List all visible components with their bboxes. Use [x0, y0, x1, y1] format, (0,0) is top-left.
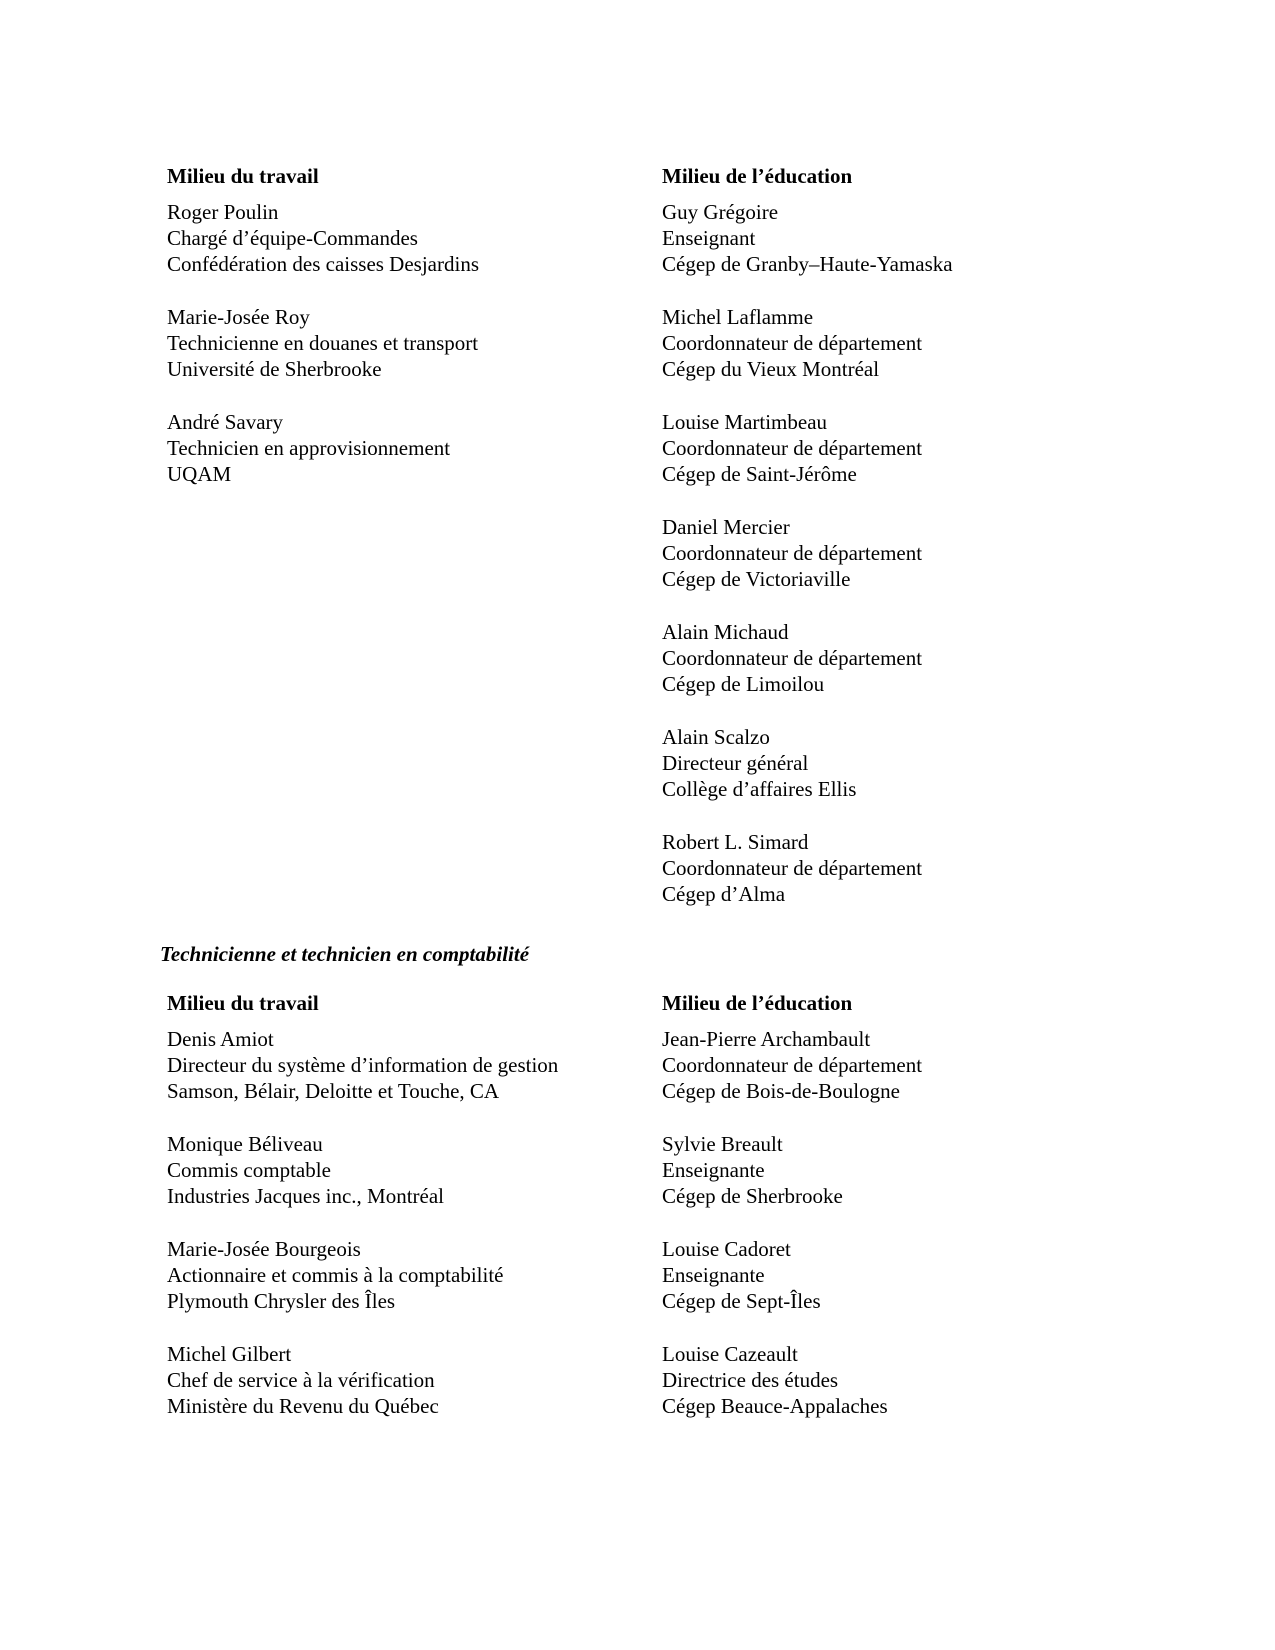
education-column — [662, 990, 1182, 1446]
list-item — [662, 409, 1182, 487]
list-item — [167, 304, 637, 382]
person-name: Guy Grégoire — [662, 200, 779, 224]
person-name: Louise Martimbeau — [662, 410, 828, 434]
person-title: Coordonnateur de département — [662, 1053, 923, 1077]
person-title: Enseignante — [662, 1263, 765, 1287]
person-org: Université de Sherbrooke — [167, 357, 382, 381]
column-heading: Milieu de l’éducation — [662, 991, 853, 1015]
person-title: Chargé d’équipe-Commandes — [167, 226, 418, 250]
person-org: Cégep de Limoilou — [662, 672, 825, 696]
person-org: Cégep de Granby–Haute-Yamaska — [662, 252, 953, 276]
column-heading: Milieu du travail — [167, 991, 319, 1015]
person-org: UQAM — [167, 462, 232, 486]
workplace-column — [167, 990, 637, 1446]
person-name: Louise Cazeault — [662, 1342, 798, 1366]
person-name: Roger Poulin — [167, 200, 279, 224]
person-org: Samson, Bélair, Deloitte et Touche, CA — [167, 1079, 500, 1103]
person-title: Coordonnateur de département — [662, 856, 923, 880]
list-item — [662, 1341, 1182, 1419]
person-name: Robert L. Simard — [662, 830, 809, 854]
person-name: Alain Michaud — [662, 620, 789, 644]
list-item — [662, 1236, 1182, 1314]
person-title: Technicienne en douanes et transport — [167, 331, 479, 355]
person-title: Directeur général — [662, 751, 809, 775]
person-title: Coordonnateur de département — [662, 331, 923, 355]
list-item — [662, 1131, 1182, 1209]
person-name: Marie-Josée Roy — [167, 305, 310, 329]
list-item — [167, 1341, 637, 1419]
person-org: Confédération des caisses Desjardins — [167, 252, 479, 276]
person-org: Cégep du Vieux Montréal — [662, 357, 880, 381]
person-org: Cégep de Sept-Îles — [662, 1289, 821, 1313]
person-name: Michel Gilbert — [167, 1342, 292, 1366]
person-org: Cégep de Victoriaville — [662, 567, 851, 591]
list-item — [662, 619, 1182, 697]
person-name: Sylvie Breault — [662, 1132, 783, 1156]
list-item — [662, 199, 1182, 277]
person-org: Cégep de Sherbrooke — [662, 1184, 843, 1208]
person-org: Cégep de Bois-de-Boulogne — [662, 1079, 900, 1103]
education-column — [662, 163, 1182, 934]
person-title: Enseignante — [662, 1158, 765, 1182]
list-item — [662, 724, 1182, 802]
list-item — [662, 829, 1182, 907]
person-title: Coordonnateur de département — [662, 436, 923, 460]
person-name: Jean-Pierre Archambault — [662, 1027, 871, 1051]
list-item — [167, 1131, 637, 1209]
person-title: Directeur du système d’information de gestion — [167, 1053, 559, 1077]
person-title: Chef de service à la vérification — [167, 1368, 435, 1392]
person-title: Enseignant — [662, 226, 756, 250]
person-title: Actionnaire et commis à la comptabilité — [167, 1263, 504, 1287]
list-item — [167, 1026, 637, 1104]
list-item — [662, 1026, 1182, 1104]
column-heading: Milieu du travail — [167, 164, 319, 188]
person-title: Coordonnateur de département — [662, 646, 923, 670]
person-name: André Savary — [167, 410, 284, 434]
person-title: Commis comptable — [167, 1158, 331, 1182]
program-title: Technicienne et technicien en comptabilité — [160, 942, 530, 966]
list-item — [167, 199, 637, 277]
list-item — [167, 1236, 637, 1314]
person-org: Cégep de Saint-Jérôme — [662, 462, 857, 486]
person-org: Industries Jacques inc., Montréal — [167, 1184, 445, 1208]
person-name: Daniel Mercier — [662, 515, 790, 539]
person-name: Alain Scalzo — [662, 725, 770, 749]
list-item — [662, 304, 1182, 382]
person-name: Marie-Josée Bourgeois — [167, 1237, 361, 1261]
list-item — [167, 409, 637, 487]
workplace-column — [167, 163, 637, 514]
person-name: Monique Béliveau — [167, 1132, 323, 1156]
person-name: Michel Laflamme — [662, 305, 814, 329]
person-org: Plymouth Chrysler des Îles — [167, 1289, 396, 1313]
person-org: Cégep Beauce-Appalaches — [662, 1394, 888, 1418]
list-item — [662, 514, 1182, 592]
person-title: Coordonnateur de département — [662, 541, 923, 565]
column-heading: Milieu de l’éducation — [662, 164, 853, 188]
person-org: Collège d’affaires Ellis — [662, 777, 857, 801]
person-title: Technicien en approvisionnement — [167, 436, 451, 460]
person-org: Ministère du Revenu du Québec — [167, 1394, 439, 1418]
person-name: Louise Cadoret — [662, 1237, 791, 1261]
person-title: Directrice des études — [662, 1368, 839, 1392]
person-name: Denis Amiot — [167, 1027, 274, 1051]
person-org: Cégep d’Alma — [662, 882, 786, 906]
